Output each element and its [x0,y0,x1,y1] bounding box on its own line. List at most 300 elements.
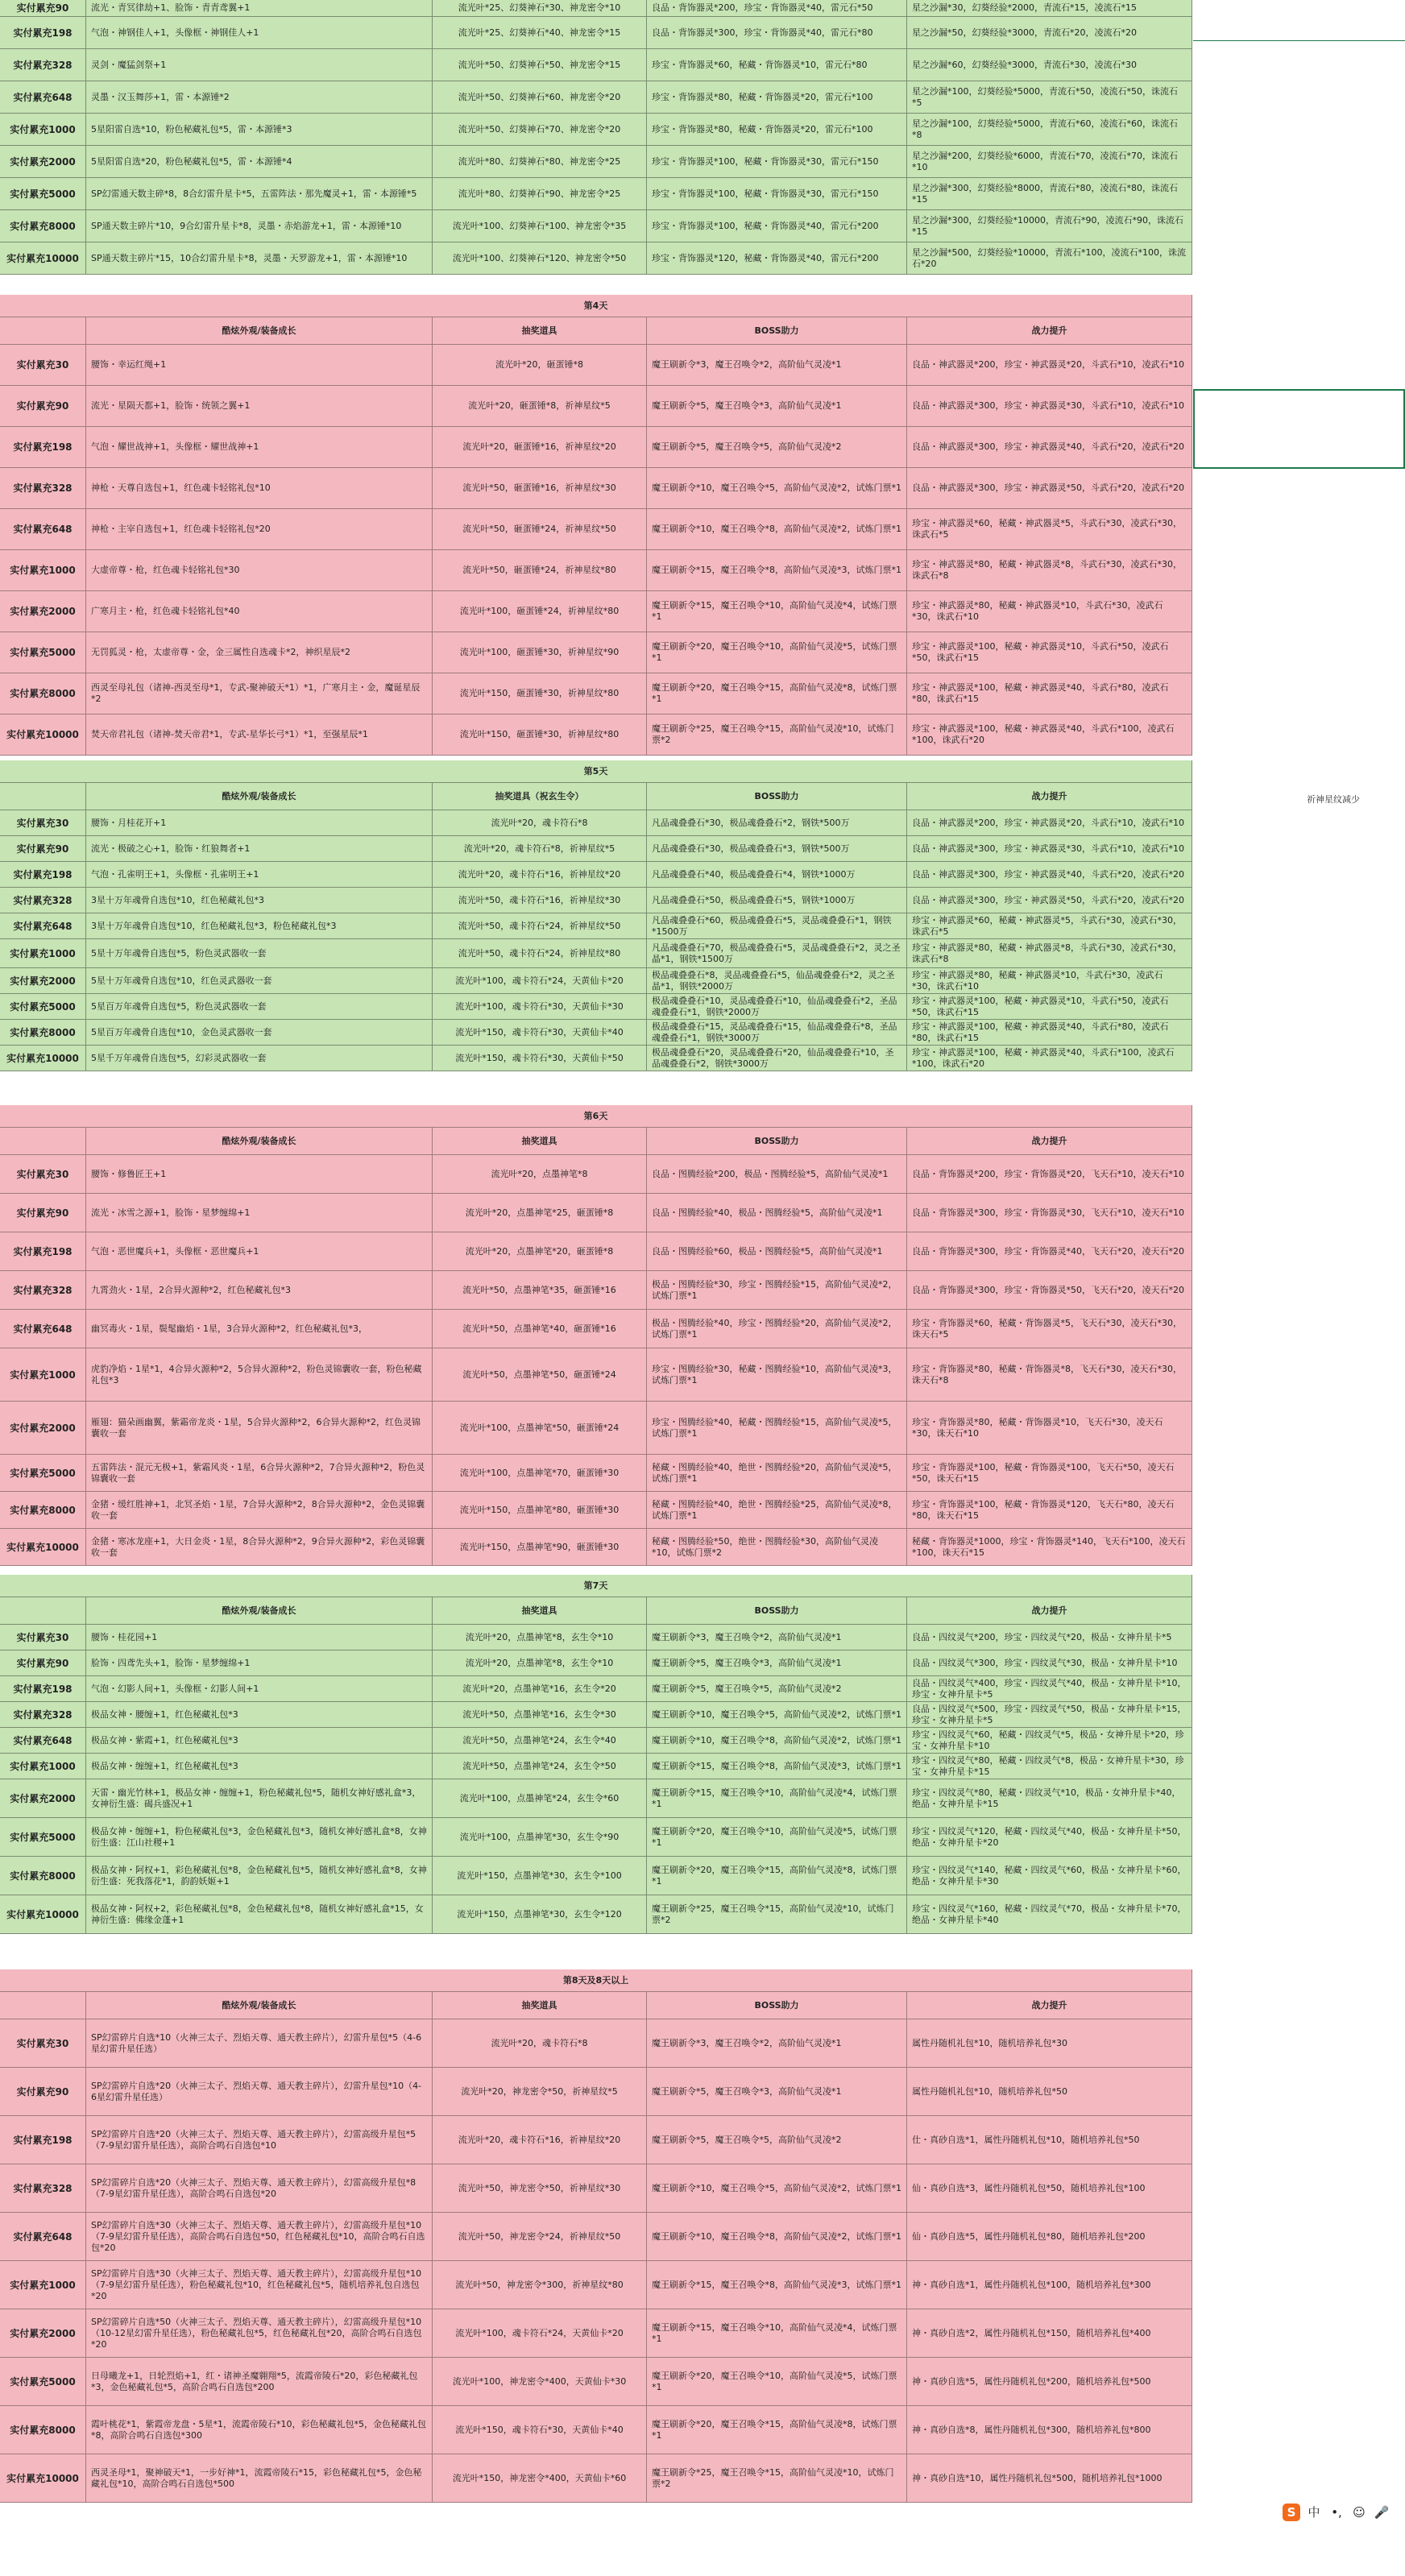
lottery-cell[interactable]: 流光叶*50，神龙密令*24，祈神星纹*50 [433,2213,647,2261]
power-cell[interactable]: 珍宝・背饰器灵*80，秘藏・背饰器灵*8，飞天石*30，凌天石*30，诛天石*8 [907,1348,1192,1402]
power-cell[interactable]: 良品・神武器灵*300，珍宝・神武器灵*40，斗武石*20，凌武石*20 [907,427,1192,468]
ime-logo-icon[interactable]: S [1283,2504,1300,2521]
boss-cell[interactable]: 珍宝・图腾经验*30，秘藏・图腾经验*10，高阶仙气灵凌*3，试炼门票*1 [647,1348,907,1402]
tier-label[interactable]: 实付累充30 [0,1155,86,1194]
power-cell[interactable]: 良品・四纹灵气*300，珍宝・四纹灵气*30，极品・女神升星卡*10 [907,1650,1192,1676]
appearance-cell[interactable]: 焚天帝君礼包（诸神-焚天帝君*1，专武-星华长弓*1）*1，至强星辰*1 [86,714,433,756]
lottery-cell[interactable]: 流光叶*100，魂卡符石*24，天黄仙卡*20 [433,2309,647,2358]
appearance-cell[interactable]: 灵墨・汉玉舞莎+1，雷・本源锤*2 [86,81,433,114]
tier-label[interactable]: 实付累充10000 [0,1895,86,1934]
appearance-cell[interactable]: 5星阳雷自选*20，粉色秘藏礼包*5，雷・本源锤*4 [86,146,433,178]
power-cell[interactable]: 良品・四纹灵气*200，珍宝・四纹灵气*20，极品・女神升星卡*5 [907,1625,1192,1650]
power-cell[interactable]: 珍宝・神武器灵*80，秘藏・神武器灵*8，斗武石*30，凌武石*30，诛武石*8 [907,550,1192,591]
appearance-cell[interactable]: 流光・星陨天都+1，脸饰・统领之翼+1 [86,386,433,427]
lottery-cell[interactable]: 流光叶*50，点墨神笔*35，砸蛋锤*16 [433,1271,647,1310]
lottery-cell[interactable]: 流光叶*100，点墨神笔*24，玄生令*60 [433,1779,647,1818]
header-lottery[interactable]: 抽奖道具 [433,1992,647,2019]
lottery-cell[interactable]: 流光叶*20，魂卡符石*8 [433,2019,647,2068]
boss-cell[interactable]: 魔王刷新令*20，魔王召唤令*15，高阶仙气灵凌*8，试炼门票*1 [647,2406,907,2454]
power-cell[interactable]: 神・真砂自选*8，属性丹随机礼包*300，随机培养礼包*800 [907,2406,1192,2454]
tier-label[interactable]: 实付累充648 [0,1728,86,1754]
lottery-cell[interactable]: 流光叶*100，点墨神笔*50，砸蛋锤*24 [433,1402,647,1455]
lottery-cell[interactable]: 流光叶*150，神龙密令*400，天黄仙卡*60 [433,2454,647,2503]
boss-cell[interactable]: 极品魂叠叠石*8，灵品魂叠叠石*5，仙品魂叠叠石*2，灵之圣晶*1，钢铁*2000万 [647,968,907,994]
appearance-cell[interactable]: SP通天数主碎片*10，9合幻雷升星卡*8，灵墨・赤焰游龙+1，雷・本源锤*10 [86,210,433,242]
boss-cell[interactable]: 魔王刷新令*10，魔王召唤令*5，高阶仙气灵凌*2，试炼门票*1 [647,468,907,509]
header-lottery[interactable]: 抽奖道具 [433,1128,647,1155]
power-cell[interactable]: 星之沙漏*60，幻葵经验*3000，青流石*30，凌流石*30 [907,49,1192,81]
lottery-cell[interactable]: 流光叶*20，点墨神笔*20，砸蛋锤*8 [433,1232,647,1271]
lottery-cell[interactable]: 流光叶*25、幻葵神石*30、神龙密令*10 [433,0,647,17]
appearance-cell[interactable]: 极品女神・缠缠+1，粉色秘藏礼包*3，金色秘藏礼包*3，随机女神好感礼盒*8，女神衍生盛：江山社稷+1 [86,1818,433,1857]
appearance-cell[interactable]: 霞叶桃花*1，紫霞帝龙盘・5星*1，流霞帝陵石*10，彩色秘藏礼包*5，金色秘藏礼包*8，高阶合鸣石自选包*300 [86,2406,433,2454]
appearance-cell[interactable]: 极品女神・阿权+2，彩色秘藏礼包*8，金色秘藏礼包*8，随机女神好感礼盒*15，女神衍生盛：佛缘金蓬+1 [86,1895,433,1934]
appearance-cell[interactable]: 金猪・缓红胜神+1，北冥圣焰・1星，7合异火源种*2，8合异火源种*2，金色灵锦囊收一套 [86,1492,433,1529]
power-cell[interactable]: 仕・真砂自选*1，属性丹随机礼包*10，随机培养礼包*50 [907,2116,1192,2164]
tier-label[interactable]: 实付累充648 [0,509,86,550]
boss-cell[interactable]: 极品魂叠叠石*15，灵品魂叠叠石*15，仙品魂叠叠石*8，圣品魂叠叠石*1，钢铁*3000万 [647,1020,907,1046]
power-cell[interactable]: 珍宝・神武器灵*100，秘藏・神武器灵*10，斗武石*50，凌武石*50，诛武石*15 [907,632,1192,673]
header-blank[interactable] [0,1597,86,1625]
tier-label[interactable]: 实付累充5000 [0,994,86,1020]
boss-cell[interactable]: 魔王刷新令*5，魔王召唤令*3，高阶仙气灵凌*1 [647,1650,907,1676]
tier-label[interactable]: 实付累充30 [0,2019,86,2068]
appearance-cell[interactable]: 5星百万年魂骨自选包*5，粉色灵武器收一套 [86,994,433,1020]
lottery-cell[interactable]: 流光叶*20，魂卡符石*16，祈神星纹*20 [433,862,647,888]
appearance-cell[interactable]: SP幻雷碎片自选*10（火神三太子、烈焰天尊、通天教主碎片），幻雷升星包*5（4-6星幻雷升星任选） [86,2019,433,2068]
boss-cell[interactable]: 魔王刷新令*10，魔王召唤令*5，高阶仙气灵凌*2，试炼门票*1 [647,1702,907,1728]
lottery-cell[interactable]: 流光叶*50、幻葵神石*50、神龙密令*15 [433,49,647,81]
power-cell[interactable]: 珍宝・四纹灵气*120，秘藏・四纹灵气*40，极品・女神升星卡*50，绝品・女神升星卡*20 [907,1818,1192,1857]
power-cell[interactable]: 星之沙漏*100，幻葵经验*5000，青流石*50，凌流石*50，诛流石*5 [907,81,1192,114]
header-boss[interactable]: BOSS助力 [647,1992,907,2019]
ime-mode-toggle[interactable]: 中 [1308,2505,1320,2520]
boss-cell[interactable]: 魔王刷新令*5，魔王召唤令*5，高阶仙气灵凌*2 [647,427,907,468]
lottery-cell[interactable]: 流光叶*20，点墨神笔*16，玄生令*20 [433,1676,647,1702]
header-boss[interactable]: BOSS助力 [647,1128,907,1155]
tier-label[interactable]: 实付累充1000 [0,550,86,591]
lottery-cell[interactable]: 流光叶*20，砸蛋锤*8 [433,345,647,386]
tier-label[interactable]: 实付累充8000 [0,210,86,242]
power-cell[interactable]: 星之沙漏*200，幻葵经验*6000，青流石*70，凌流石*70，诛流石*10 [907,146,1192,178]
power-cell[interactable]: 珍宝・神武器灵*100，秘藏・神武器灵*40，斗武石*80，凌武石*80，诛武石*15 [907,1020,1192,1046]
lottery-cell[interactable]: 流光叶*150，砸蛋锤*30，祈神星纹*80 [433,673,647,714]
boss-cell[interactable]: 魔王刷新令*20，魔王召唤令*10，高阶仙气灵凌*5，试炼门票*1 [647,1818,907,1857]
tier-label[interactable]: 实付累充30 [0,1625,86,1650]
boss-cell[interactable]: 秘藏・图腾经验*50，绝世・图腾经验*30，高阶仙气灵凌*10，试炼门票*2 [647,1529,907,1566]
tier-label[interactable]: 实付累充328 [0,2164,86,2213]
appearance-cell[interactable]: SP幻雷碎片自选*30（火神三太子、烈焰天尊、通天教主碎片），幻雷高级升星包*10（7-9星幻雷升星任选），粉色秘藏礼包*10，红色秘藏礼包*5，随机培养礼包自选包*20 [86,2261,433,2309]
lottery-cell[interactable]: 流光叶*150，点墨神笔*90，砸蛋锤*30 [433,1529,647,1566]
power-cell[interactable]: 星之沙漏*300，幻葵经验*10000，青流石*90，凌流石*90，诛流石*15 [907,210,1192,242]
boss-cell[interactable]: 魔王刷新令*15，魔王召唤令*8，高阶仙气灵凌*3，试炼门票*1 [647,550,907,591]
power-cell[interactable]: 珍宝・四纹灵气*160，秘藏・四纹灵气*70，极品・女神升星卡*70，绝品・女神升星卡*40 [907,1895,1192,1934]
tier-label[interactable]: 实付累充198 [0,862,86,888]
tier-label[interactable]: 实付累充328 [0,1702,86,1728]
appearance-cell[interactable]: SP幻雷碎片自选*50（火神三太子、烈焰天尊、通天教主碎片），幻雷高级升星包*10（10-12星幻雷升星任选），粉色秘藏礼包*5，红色秘藏礼包*20，高阶合鸣石自选包*20 [86,2309,433,2358]
lottery-cell[interactable]: 流光叶*50，神龙密令*50，祈神星纹*30 [433,2164,647,2213]
power-cell[interactable]: 仙・真砂自选*3，属性丹随机礼包*50，随机培养礼包*100 [907,2164,1192,2213]
header-boss[interactable]: BOSS助力 [647,317,907,345]
header-power[interactable]: 战力提升 [907,783,1192,810]
boss-cell[interactable]: 魔王刷新令*10，魔王召唤令*8，高阶仙气灵凌*2，试炼门票*1 [647,1728,907,1754]
boss-cell[interactable]: 珍宝・背饰器灵*60，秘藏・背饰器灵*10，雷元石*80 [647,49,907,81]
tier-label[interactable]: 实付累充90 [0,0,86,17]
tier-label[interactable]: 实付累充1000 [0,2261,86,2309]
tier-label[interactable]: 实付累充30 [0,810,86,836]
appearance-cell[interactable]: 极品女神・腰缠+1，红色秘藏礼包*3 [86,1702,433,1728]
power-cell[interactable]: 珍宝・四纹灵气*80，秘藏・四纹灵气*10，极品・女神升星卡*40，绝品・女神升星卡*15 [907,1779,1192,1818]
boss-cell[interactable]: 凡品魂叠叠石*70，极品魂叠叠石*5，灵品魂叠叠石*2，灵之圣晶*1，钢铁*1500万 [647,939,907,968]
appearance-cell[interactable]: 5星阳雷自选*10，粉色秘藏礼包*5，雷・本源锤*3 [86,114,433,146]
appearance-cell[interactable]: 大虚帝尊・枪，红色魂卡轻铭礼包*30 [86,550,433,591]
appearance-cell[interactable]: SP幻雷通天数主碎*8，8合幻雷升星卡*5，五雷阵法・那先魔灵+1，雷・本源锤*5 [86,178,433,210]
tier-label[interactable]: 实付累充1000 [0,1348,86,1402]
appearance-cell[interactable]: SP幻雷碎片自选*20（火神三太子、烈焰天尊、通天教主碎片），幻雷升星包*10（4-6星幻雷升星任选） [86,2068,433,2116]
boss-cell[interactable]: 魔王刷新令*15，魔王召唤令*10，高阶仙气灵凌*4，试炼门票*1 [647,591,907,632]
boss-cell[interactable]: 魔王刷新令*25，魔王召唤令*15，高阶仙气灵凌*10，试炼门票*2 [647,2454,907,2503]
appearance-cell[interactable]: 神枪・天尊自选包+1，红色魂卡轻铭礼包*10 [86,468,433,509]
appearance-cell[interactable]: 灵剑・魔猛剑祭+1 [86,49,433,81]
tier-label[interactable]: 实付累充5000 [0,2358,86,2406]
tier-label[interactable]: 实付累充1000 [0,114,86,146]
appearance-cell[interactable]: 天雷・幽光竹林+1，极品女神・缠缠+1，粉色秘藏礼包*5，随机女神好感礼盒*3，女神衍生盛：碣兵盛况+1 [86,1779,433,1818]
header-power[interactable]: 战力提升 [907,1128,1192,1155]
lottery-cell[interactable]: 流光叶*20，魂卡符石*16，祈神星纹*20 [433,2116,647,2164]
boss-cell[interactable]: 魔王刷新令*15，魔王召唤令*10，高阶仙气灵凌*4，试炼门票*1 [647,2309,907,2358]
boss-cell[interactable]: 珍宝・背饰器灵*100，秘藏・背饰器灵*40，雷元石*200 [647,210,907,242]
lottery-cell[interactable]: 流光叶*50，砸蛋锤*16，祈神星纹*30 [433,468,647,509]
header-lottery[interactable]: 抽奖道具 [433,1597,647,1625]
lottery-cell[interactable]: 流光叶*100，神龙密令*400，天黄仙卡*30 [433,2358,647,2406]
appearance-cell[interactable]: 5星千万年魂骨自选包*5，幻彩灵武器收一套 [86,1046,433,1071]
boss-cell[interactable]: 魔王刷新令*25，魔王召唤令*15，高阶仙气灵凌*10，试炼门票*2 [647,714,907,756]
boss-cell[interactable]: 珍宝・背饰器灵*100，秘藏・背饰器灵*30，雷元石*150 [647,146,907,178]
tier-label[interactable]: 实付累充90 [0,1650,86,1676]
header-boss[interactable]: BOSS助力 [647,783,907,810]
appearance-cell[interactable]: SP幻雷碎片自选*20（火神三太子、烈焰天尊、通天教主碎片），幻雷高级升星包*8（7-9星幻雷升星任选），高阶合鸣石自选包*20 [86,2164,433,2213]
boss-cell[interactable]: 魔王刷新令*20，魔王召唤令*10，高阶仙气灵凌*5，试炼门票*1 [647,2358,907,2406]
lottery-cell[interactable]: 流光叶*80、幻葵神石*80、神龙密令*25 [433,146,647,178]
lottery-cell[interactable]: 流光叶*50，魂卡符石*16，祈神星纹*30 [433,888,647,913]
tier-label[interactable]: 实付累充648 [0,1310,86,1348]
lottery-cell[interactable]: 流光叶*20，点墨神笔*25，砸蛋锤*8 [433,1194,647,1232]
tier-label[interactable]: 实付累充198 [0,17,86,49]
boss-cell[interactable]: 良品・图腾经验*60，极品・图腾经验*5，高阶仙气灵凌*1 [647,1232,907,1271]
appearance-cell[interactable]: 九霄劲火・1星，2合异火源种*2，红色秘藏礼包*3 [86,1271,433,1310]
boss-cell[interactable]: 良品・背饰器灵*200，珍宝・背饰器灵*40，雷元石*50 [647,0,907,17]
appearance-cell[interactable]: 气泡・恶世魔兵+1，头像框・恶世魔兵+1 [86,1232,433,1271]
header-appearance[interactable]: 酷炫外观/装备成长 [86,1128,433,1155]
appearance-cell[interactable]: 3星十万年魂骨自选包*10，红色秘藏礼包*3，粉色秘藏礼包*3 [86,913,433,939]
appearance-cell[interactable]: 腰饰・桂花园+1 [86,1625,433,1650]
tier-label[interactable]: 实付累充1000 [0,1754,86,1779]
appearance-cell[interactable]: 脸饰・四鸢先头+1，脸饰・星梦缠绵+1 [86,1650,433,1676]
lottery-cell[interactable]: 流光叶*150，点墨神笔*30，玄生令*100 [433,1857,647,1895]
appearance-cell[interactable]: SP通天数主碎片*15，10合幻雷升星卡*8，灵墨・天罗游龙+1，雷・本源锤*10 [86,242,433,275]
tier-label[interactable]: 实付累充90 [0,2068,86,2116]
tier-label[interactable]: 实付累充8000 [0,673,86,714]
boss-cell[interactable]: 魔王刷新令*3，魔王召唤令*2，高阶仙气灵凌*1 [647,345,907,386]
lottery-cell[interactable]: 流光叶*50，神龙密令*300，祈神星纹*80 [433,2261,647,2309]
lottery-cell[interactable]: 流光叶*100，砸蛋锤*30，祈神星纹*90 [433,632,647,673]
power-cell[interactable]: 良品・背饰器灵*300，珍宝・背饰器灵*50，飞天石*20，凌天石*20 [907,1271,1192,1310]
power-cell[interactable]: 良品・四纹灵气*500，珍宝・四纹灵气*50，极品・女神升星卡*15，珍宝・女神升星卡*5 [907,1702,1192,1728]
boss-cell[interactable]: 凡品魂叠叠石*60，极品魂叠叠石*5，灵品魂叠叠石*1，钢铁*1500万 [647,913,907,939]
appearance-cell[interactable]: 极品女神・阿权+1，彩色秘藏礼包*8，金色秘藏礼包*5，随机女神好感礼盒*8，女神衍生盛：死我落花*1，韵韵妖姬+1 [86,1857,433,1895]
lottery-cell[interactable]: 流光叶*100，点墨神笔*70，砸蛋锤*30 [433,1455,647,1492]
boss-cell[interactable]: 魔王刷新令*3，魔王召唤令*2，高阶仙气灵凌*1 [647,2019,907,2068]
power-cell[interactable]: 珍宝・背饰器灵*60，秘藏・背饰器灵*5，飞天石*30，凌天石*30，诛天石*5 [907,1310,1192,1348]
tier-label[interactable]: 实付累充2000 [0,591,86,632]
ime-toolbar[interactable] [1283,2504,1390,2521]
boss-cell[interactable]: 魔王刷新令*20，魔王召唤令*10，高阶仙气灵凌*5，试炼门票*1 [647,632,907,673]
lottery-cell[interactable]: 流光叶*150，魂卡符石*30，天黄仙卡*50 [433,1046,647,1071]
power-cell[interactable]: 良品・神武器灵*300，珍宝・神武器灵*30，斗武石*10，凌武石*10 [907,836,1192,862]
tier-label[interactable]: 实付累充2000 [0,1402,86,1455]
power-cell[interactable]: 珍宝・神武器灵*100，秘藏・神武器灵*40，斗武石*100，凌武石*100，诛武石*20 [907,1046,1192,1071]
appearance-cell[interactable]: 气泡・孔雀明王+1，头像框・孔雀明王+1 [86,862,433,888]
power-cell[interactable]: 良品・背饰器灵*300，珍宝・背饰器灵*30，飞天石*10，凌天石*10 [907,1194,1192,1232]
lottery-cell[interactable]: 流光叶*50，点墨神笔*50，砸蛋锤*24 [433,1348,647,1402]
appearance-cell[interactable]: 极品女神・缠缠+1，红色秘藏礼包*3 [86,1754,433,1779]
power-cell[interactable]: 良品・神武器灵*300，珍宝・神武器灵*50，斗武石*20，凌武石*20 [907,468,1192,509]
power-cell[interactable]: 珍宝・神武器灵*80，秘藏・神武器灵*10，斗武石*30，凌武石*30，诛武石*10 [907,968,1192,994]
appearance-cell[interactable]: 幽冥毒火・1星，鬓髦幽焰・1星，3合异火源种*2，红色秘藏礼包*3， [86,1310,433,1348]
boss-cell[interactable]: 凡品魂叠叠石*40，极品魂叠叠石*4，钢铁*1000万 [647,862,907,888]
lottery-cell[interactable]: 流光叶*100，点墨神笔*30，玄生令*90 [433,1818,647,1857]
boss-cell[interactable]: 极品魂叠叠石*10，灵品魂叠叠石*10，仙品魂叠叠石*2，圣品魂叠叠石*1，钢铁*2000万 [647,994,907,1020]
appearance-cell[interactable]: SP幻雷碎片自选*30（火神三太子、烈焰天尊、通天教主碎片），幻雷高级升星包*10（7-9星幻雷升星任选），高阶合鸣石自选包*50，红色秘藏礼包*10，高阶合鸣石自选包*20 [86,2213,433,2261]
power-cell[interactable]: 珍宝・神武器灵*100，秘藏・神武器灵*10，斗武石*50，凌武石*50，诛武石*15 [907,994,1192,1020]
power-cell[interactable]: 良品・神武器灵*200，珍宝・神武器灵*20，斗武石*10，凌武石*10 [907,810,1192,836]
day-header[interactable]: 第7天 [0,1575,1192,1597]
power-cell[interactable]: 珍宝・神武器灵*100，秘藏・神武器灵*40，斗武石*100，凌武石*100，诛武石*20 [907,714,1192,756]
power-cell[interactable]: 仙・真砂自选*5，属性丹随机礼包*80，随机培养礼包*200 [907,2213,1192,2261]
ime-mic-icon[interactable]: 🎤 [1374,2505,1390,2520]
boss-cell[interactable]: 魔王刷新令*20，魔王召唤令*15，高阶仙气灵凌*8，试炼门票*1 [647,1857,907,1895]
tier-label[interactable]: 实付累充328 [0,1271,86,1310]
tier-label[interactable]: 实付累充10000 [0,2454,86,2503]
tier-label[interactable]: 实付累充2000 [0,1779,86,1818]
lottery-cell[interactable]: 流光叶*20，点墨神笔*8，玄生令*10 [433,1650,647,1676]
boss-cell[interactable]: 良品・图腾经验*200，极品・图腾经验*5，高阶仙气灵凌*1 [647,1155,907,1194]
appearance-cell[interactable]: 气泡・幻影人间+1，头像框・幻影人间+1 [86,1676,433,1702]
lottery-cell[interactable]: 流光叶*50，点墨神笔*40，砸蛋锤*16 [433,1310,647,1348]
power-cell[interactable]: 珍宝・背饰器灵*80，秘藏・背饰器灵*10，飞天石*30，凌天石*30，诛天石*10 [907,1402,1192,1455]
boss-cell[interactable]: 魔王刷新令*20，魔王召唤令*15，高阶仙气灵凌*8，试炼门票*1 [647,673,907,714]
power-cell[interactable]: 珍宝・背饰器灵*100，秘藏・背饰器灵*120，飞天石*80，凌天石*80，诛天石*15 [907,1492,1192,1529]
appearance-cell[interactable]: 虎豹净焰・1星*1，4合异火源种*2，5合异火源种*2，粉色灵锦囊收一套，粉色秘藏礼包*3 [86,1348,433,1402]
tier-label[interactable]: 实付累充90 [0,1194,86,1232]
header-lottery[interactable]: 抽奖道具（祝玄生令） [433,783,647,810]
boss-cell[interactable]: 极品・图腾经验*30，珍宝・图腾经验*15，高阶仙气灵凌*2，试炼门票*1 [647,1271,907,1310]
lottery-cell[interactable]: 流光叶*100，砸蛋锤*24，祈神星纹*80 [433,591,647,632]
lottery-cell[interactable]: 流光叶*20，砸蛋锤*16，祈神星纹*20 [433,427,647,468]
boss-cell[interactable]: 魔王刷新令*5，魔王召唤令*3，高阶仙气灵凌*1 [647,386,907,427]
lottery-cell[interactable]: 流光叶*100、幻葵神石*120、神龙密令*50 [433,242,647,275]
cell-selection-top[interactable] [1193,0,1405,41]
lottery-cell[interactable]: 流光叶*50、幻葵神石*60、神龙密令*20 [433,81,647,114]
boss-cell[interactable]: 秘藏・图腾经验*40，绝世・图腾经验*20，高阶仙气灵凌*5，试炼门票*1 [647,1455,907,1492]
power-cell[interactable]: 珍宝・四纹灵气*80，秘藏・四纹灵气*8，极品・女神升星卡*30，珍宝・女神升星卡*15 [907,1754,1192,1779]
lottery-cell[interactable]: 流光叶*150，魂卡符石*30，天黄仙卡*40 [433,2406,647,2454]
boss-cell[interactable]: 良品・图腾经验*40，极品・图腾经验*5，高阶仙气灵凌*1 [647,1194,907,1232]
power-cell[interactable]: 珍宝・神武器灵*60，秘藏・神武器灵*5，斗武石*30，凌武石*30，诛武石*5 [907,913,1192,939]
boss-cell[interactable]: 珍宝・背饰器灵*80，秘藏・背饰器灵*20，雷元石*100 [647,81,907,114]
header-blank[interactable] [0,783,86,810]
power-cell[interactable]: 珍宝・神武器灵*60，秘藏・神武器灵*5，斗武石*30，凌武石*30，诛武石*5 [907,509,1192,550]
appearance-cell[interactable]: 流光・青冥律劫+1、脸饰・青青鸢翼+1 [86,0,433,17]
boss-cell[interactable]: 魔王刷新令*5，魔王召唤令*5，高阶仙气灵凌*2 [647,1676,907,1702]
appearance-cell[interactable]: 流光・冰雪之源+1，脸饰・星梦缠绵+1 [86,1194,433,1232]
day-header[interactable]: 第5天 [0,760,1192,783]
power-cell[interactable]: 珍宝・神武器灵*100，秘藏・神武器灵*40，斗武石*80，凌武石*80，诛武石*15 [907,673,1192,714]
power-cell[interactable]: 珍宝・四纹灵气*140，秘藏・四纹灵气*60，极品・女神升星卡*60，绝品・女神升星卡*30 [907,1857,1192,1895]
appearance-cell[interactable]: 腰饰・修鲁匠王+1 [86,1155,433,1194]
header-power[interactable]: 战力提升 [907,317,1192,345]
boss-cell[interactable]: 极品魂叠叠石*20，灵品魂叠叠石*20，仙品魂叠叠石*10，圣品魂叠叠石*2，钢铁*3000万 [647,1046,907,1071]
appearance-cell[interactable]: 气泡・神钢佳人+1，头像框・神钢佳人+1 [86,17,433,49]
tier-label[interactable]: 实付累充648 [0,2213,86,2261]
tier-label[interactable]: 实付累充5000 [0,178,86,210]
day-header[interactable]: 第4天 [0,295,1192,317]
lottery-cell[interactable]: 流光叶*100，魂卡符石*24，天黄仙卡*20 [433,968,647,994]
power-cell[interactable]: 良品・四纹灵气*400，珍宝・四纹灵气*40，极品・女神升星卡*10，珍宝・女神升星卡*5 [907,1676,1192,1702]
ime-punct-toggle[interactable]: •, [1331,2505,1342,2520]
day-header[interactable]: 第8天及8天以上 [0,1969,1192,1992]
tier-label[interactable]: 实付累充198 [0,2116,86,2164]
power-cell[interactable]: 秘藏・背饰器灵*1000，珍宝・背饰器灵*140，飞天石*100，凌天石*100，诛天石*15 [907,1529,1192,1566]
tier-label[interactable]: 实付累充198 [0,1676,86,1702]
lottery-cell[interactable]: 流光叶*50，魂卡符石*24，祈神星纹*80 [433,939,647,968]
appearance-cell[interactable]: 五雷阵法・混元无极+1，紫霜风炎・1星，6合异火源种*2，7合异火源种*2，粉色灵锦囊收一套 [86,1455,433,1492]
lottery-cell[interactable]: 流光叶*50，点墨神笔*24，玄生令*40 [433,1728,647,1754]
appearance-cell[interactable]: 5星十万年魂骨自选包*10，红色灵武器收一套 [86,968,433,994]
power-cell[interactable]: 良品・神武器灵*300，珍宝・神武器灵*30，斗武石*10，凌武石*10 [907,386,1192,427]
appearance-cell[interactable]: 日母曦龙+1，日轮烈焰+1，红・诸神圣魔翱翔*5，流霞帝陵石*20，彩色秘藏礼包*3，金色秘藏礼包*5，高阶合鸣石自选包*200 [86,2358,433,2406]
appearance-cell[interactable]: 5星百万年魂骨自选包*10，金色灵武器收一套 [86,1020,433,1046]
appearance-cell[interactable]: 腰饰・月桂花开+1 [86,810,433,836]
appearance-cell[interactable]: 金猪・寒冰龙座+1，大日金炎・1星，8合异火源种*2，9合异火源种*2，彩色灵锦囊收一套 [86,1529,433,1566]
tier-label[interactable]: 实付累充2000 [0,146,86,178]
lottery-cell[interactable]: 流光叶*20，神龙密令*50，祈神星纹*5 [433,2068,647,2116]
power-cell[interactable]: 星之沙漏*30，幻葵经验*2000，青流石*15，凌流石*15 [907,0,1192,17]
power-cell[interactable]: 神・真砂自选*2，属性丹随机礼包*150，随机培养礼包*400 [907,2309,1192,2358]
tier-label[interactable]: 实付累充90 [0,386,86,427]
header-boss[interactable]: BOSS助力 [647,1597,907,1625]
lottery-cell[interactable]: 流光叶*50，魂卡符石*24，祈神星纹*50 [433,913,647,939]
tier-label[interactable]: 实付累充8000 [0,1492,86,1529]
power-cell[interactable]: 属性丹随机礼包*10，随机培养礼包*50 [907,2068,1192,2116]
boss-cell[interactable]: 魔王刷新令*15，魔王召唤令*10，高阶仙气灵凌*4，试炼门票*1 [647,1779,907,1818]
lottery-cell[interactable]: 流光叶*20，魂卡符石*8，祈神星纹*5 [433,836,647,862]
header-blank[interactable] [0,1128,86,1155]
tier-label[interactable]: 实付累充5000 [0,1455,86,1492]
power-cell[interactable]: 良品・神武器灵*200，珍宝・神武器灵*20，斗武石*10，凌武石*10 [907,345,1192,386]
appearance-cell[interactable]: 流光・极破之心+1，脸饰・红狼舞者+1 [86,836,433,862]
appearance-cell[interactable]: 广寒月主・枪，红色魂卡轻铭礼包*40 [86,591,433,632]
lottery-cell[interactable]: 流光叶*50，点墨神笔*16，玄生令*30 [433,1702,647,1728]
header-appearance[interactable]: 酷炫外观/装备成长 [86,1992,433,2019]
boss-cell[interactable]: 魔王刷新令*10，魔王召唤令*8，高阶仙气灵凌*2，试炼门票*1 [647,509,907,550]
lottery-cell[interactable]: 流光叶*50、幻葵神石*70、神龙密令*20 [433,114,647,146]
tier-label[interactable]: 实付累充5000 [0,1818,86,1857]
lottery-cell[interactable]: 流光叶*50，点墨神笔*24，玄生令*50 [433,1754,647,1779]
boss-cell[interactable]: 珍宝・背饰器灵*120，秘藏・背饰器灵*40，雷元石*200 [647,242,907,275]
boss-cell[interactable]: 魔王刷新令*5，魔王召唤令*3，高阶仙气灵凌*1 [647,2068,907,2116]
power-cell[interactable]: 良品・背饰器灵*300，珍宝・背饰器灵*40，飞天石*20，凌天石*20 [907,1232,1192,1271]
boss-cell[interactable]: 魔王刷新令*15，魔王召唤令*8，高阶仙气灵凌*3，试炼门票*1 [647,1754,907,1779]
power-cell[interactable]: 珍宝・四纹灵气*60，秘藏・四纹灵气*5，极品・女神升星卡*20，珍宝・女神升星卡*10 [907,1728,1192,1754]
boss-cell[interactable]: 极品・图腾经验*40，珍宝・图腾经验*20，高阶仙气灵凌*2，试炼门票*1 [647,1310,907,1348]
appearance-cell[interactable]: 神枪・主宰自选包+1，红色魂卡轻铭礼包*20 [86,509,433,550]
power-cell[interactable]: 珍宝・神武器灵*80，秘藏・神武器灵*8，斗武石*30，凌武石*30，诛武石*8 [907,939,1192,968]
tier-label[interactable]: 实付累充198 [0,1232,86,1271]
power-cell[interactable]: 属性丹随机礼包*10，随机培养礼包*30 [907,2019,1192,2068]
header-blank[interactable] [0,1992,86,2019]
power-cell[interactable]: 珍宝・背饰器灵*100，秘藏・背饰器灵*100，飞天石*50，凌天石*50，诛天石*15 [907,1455,1192,1492]
lottery-cell[interactable]: 流光叶*50，砸蛋锤*24，祈神星纹*80 [433,550,647,591]
tier-label[interactable]: 实付累充2000 [0,968,86,994]
power-cell[interactable]: 良品・神武器灵*300，珍宝・神武器灵*50，斗武石*20，凌武石*20 [907,888,1192,913]
tier-label[interactable]: 实付累充90 [0,836,86,862]
lottery-cell[interactable]: 流光叶*150，点墨神笔*80，砸蛋锤*30 [433,1492,647,1529]
header-appearance[interactable]: 酷炫外观/装备成长 [86,1597,433,1625]
header-blank[interactable] [0,317,86,345]
boss-cell[interactable]: 魔王刷新令*15，魔王召唤令*8，高阶仙气灵凌*3，试炼门票*1 [647,2261,907,2309]
lottery-cell[interactable]: 流光叶*20，魂卡符石*8 [433,810,647,836]
boss-cell[interactable]: 魔王刷新令*3，魔王召唤令*2，高阶仙气灵凌*1 [647,1625,907,1650]
tier-label[interactable]: 实付累充328 [0,49,86,81]
boss-cell[interactable]: 魔王刷新令*10，魔王召唤令*8，高阶仙气灵凌*2，试炼门票*1 [647,2213,907,2261]
header-appearance[interactable]: 酷炫外观/装备成长 [86,317,433,345]
lottery-cell[interactable]: 流光叶*25、幻葵神石*40、神龙密令*15 [433,17,647,49]
tier-label[interactable]: 实付累充8000 [0,1857,86,1895]
boss-cell[interactable]: 凡品魂叠叠石*30，极品魂叠叠石*3，钢铁*500万 [647,836,907,862]
appearance-cell[interactable]: 5星十万年魂骨自选包*5，粉色灵武器收一套 [86,939,433,968]
boss-cell[interactable]: 魔王刷新令*25，魔王召唤令*15，高阶仙气灵凌*10，试炼门票*2 [647,1895,907,1934]
appearance-cell[interactable]: 雁翅：猫朵画幽翼，紫霜帝龙炎・1星，5合异火源种*2，6合异火源种*2，红色灵锦囊收一套 [86,1402,433,1455]
ime-emoji-icon[interactable]: ☺ [1353,2505,1366,2520]
boss-cell[interactable]: 凡品魂叠叠石*50，极品魂叠叠石*5，钢铁*1000万 [647,888,907,913]
boss-cell[interactable]: 魔王刷新令*10，魔王召唤令*5，高阶仙气灵凌*2，试炼门票*1 [647,2164,907,2213]
lottery-cell[interactable]: 流光叶*100，魂卡符石*30，天黄仙卡*30 [433,994,647,1020]
power-cell[interactable]: 良品・背饰器灵*200，珍宝・背饰器灵*20，飞天石*10，凌天石*10 [907,1155,1192,1194]
tier-label[interactable]: 实付累充648 [0,913,86,939]
boss-cell[interactable]: 魔王刷新令*5，魔王召唤令*5，高阶仙气灵凌*2 [647,2116,907,2164]
header-power[interactable]: 战力提升 [907,1992,1192,2019]
lottery-cell[interactable]: 流光叶*150，点墨神笔*30，玄生令*120 [433,1895,647,1934]
header-appearance[interactable]: 酷炫外观/装备成长 [86,783,433,810]
boss-cell[interactable]: 良品・背饰器灵*300，珍宝・背饰器灵*40，雷元石*80 [647,17,907,49]
appearance-cell[interactable]: 气泡・耀世战神+1，头像框・耀世战神+1 [86,427,433,468]
boss-cell[interactable]: 珍宝・背饰器灵*100，秘藏・背饰器灵*30，雷元石*150 [647,178,907,210]
lottery-cell[interactable]: 流光叶*150，魂卡符石*30，天黄仙卡*40 [433,1020,647,1046]
header-lottery[interactable]: 抽奖道具 [433,317,647,345]
power-cell[interactable]: 星之沙漏*500，幻葵经验*10000，青流石*100，凌流石*100，诛流石*20 [907,242,1192,275]
appearance-cell[interactable]: 西灵圣母*1，聚神破天*1，一步好神*1，流霞帝陵石*15，彩色秘藏礼包*5，金色秘藏礼包*10，高阶合鸣石自选包*500 [86,2454,433,2503]
header-power[interactable]: 战力提升 [907,1597,1192,1625]
appearance-cell[interactable]: SP幻雷碎片自选*20（火神三太子、烈焰天尊、通天教主碎片），幻雷高级升星包*5（7-9星幻雷升星任选），高阶合鸣石自选包*10 [86,2116,433,2164]
tier-label[interactable]: 实付累充328 [0,888,86,913]
lottery-cell[interactable]: 流光叶*20，点墨神笔*8，玄生令*10 [433,1625,647,1650]
tier-label[interactable]: 实付累充648 [0,81,86,114]
day-header[interactable]: 第6天 [0,1105,1192,1128]
tier-label[interactable]: 实付累充8000 [0,1020,86,1046]
power-cell[interactable]: 珍宝・神武器灵*80，秘藏・神武器灵*10，斗武石*30，凌武石*30，诛武石*10 [907,591,1192,632]
lottery-cell[interactable]: 流光叶*100、幻葵神石*100、神龙密令*35 [433,210,647,242]
